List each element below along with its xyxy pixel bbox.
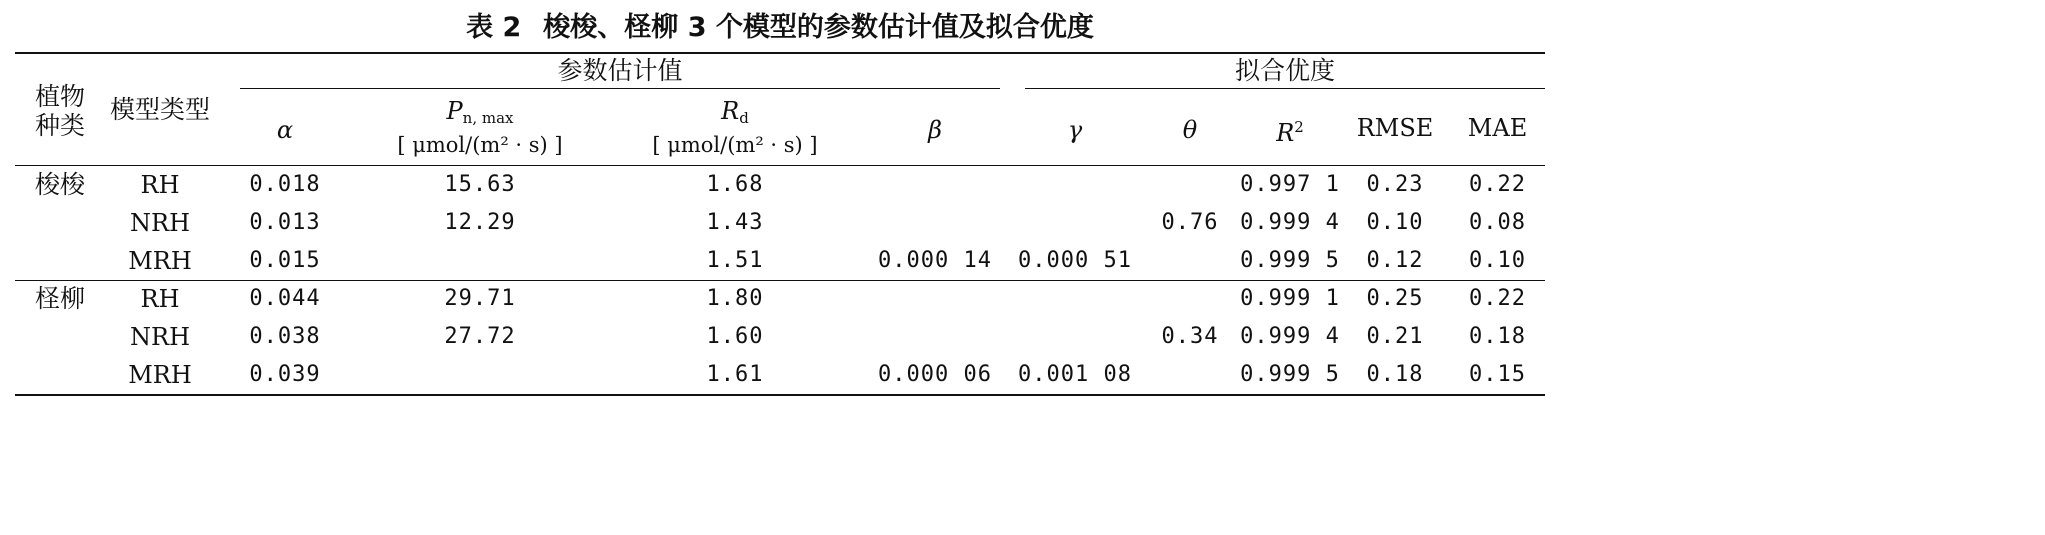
cell-model: NRH (130, 323, 190, 351)
cell-pmax: 27.72 (444, 324, 516, 349)
cell-rmse: 0.12 (1366, 248, 1424, 273)
cell-model: MRH (128, 361, 192, 389)
cell-rmse: 0.10 (1366, 210, 1424, 235)
header-r2 (1240, 112, 1340, 148)
header-rmse: RMSE (1356, 114, 1434, 142)
header-model: 模型类型 (109, 95, 210, 124)
cell-mae: 0.10 (1469, 248, 1526, 273)
rd-unit-text: [ μmol/(m² · s) ] (652, 133, 818, 157)
cell-model: MRH (128, 247, 192, 275)
cell-gamma: 0.000 51 (1018, 248, 1132, 273)
cell-mae: 0.15 (1469, 362, 1526, 387)
header-rd (620, 96, 850, 133)
table-number: 表 2 (466, 12, 522, 43)
cell-pmax: 12.29 (444, 210, 516, 235)
header-beta: β (928, 116, 942, 144)
pmax-subscript: n, max (462, 109, 514, 127)
cell-species: 梭梭 (34, 170, 85, 199)
cell-beta: 0.000 06 (878, 362, 992, 387)
cell-model: RH (140, 285, 180, 313)
params-group-underline (240, 88, 1000, 89)
cell-rmse: 0.23 (1366, 172, 1424, 197)
header-alpha: α (276, 116, 294, 144)
pmax-unit-text: [ μmol/(m² · s) ] (397, 133, 563, 157)
cell-rd: 1.80 (706, 286, 764, 311)
header-species-line1: 植物 (34, 82, 85, 111)
cell-rmse: 0.18 (1366, 362, 1424, 387)
cell-rd: 1.60 (706, 324, 764, 349)
header-group-fit: 拟合优度 (1234, 56, 1335, 85)
cell-alpha: 0.013 (249, 210, 321, 235)
table-caption (0, 8, 1560, 48)
header-species-line2: 种类 (34, 111, 85, 140)
pmax-symbol: P (446, 97, 463, 125)
cell-alpha: 0.044 (249, 286, 321, 311)
r2-superscript: 2 (1294, 118, 1304, 136)
cell-species: 柽柳 (34, 284, 85, 313)
cell-mae: 0.08 (1469, 210, 1526, 235)
cell-r2: 0.999 1 (1240, 286, 1340, 311)
bottom-rule (15, 394, 1545, 396)
cell-rd: 1.51 (706, 248, 764, 273)
header-pmax-unit (365, 130, 595, 160)
cell-rd: 1.43 (706, 210, 764, 235)
cell-r2: 0.999 5 (1240, 362, 1340, 387)
header-rd-unit (620, 130, 850, 160)
cell-mae: 0.22 (1469, 286, 1526, 311)
cell-r2: 0.999 4 (1240, 324, 1340, 349)
cell-rmse: 0.25 (1366, 286, 1424, 311)
header-group-params: 参数估计值 (557, 56, 683, 85)
cell-r2: 0.999 5 (1240, 248, 1340, 273)
rd-subscript: d (739, 109, 749, 127)
cell-pmax: 15.63 (444, 172, 516, 197)
rd-symbol: R (721, 97, 740, 125)
top-rule (15, 52, 1545, 54)
r2-symbol: R (1276, 119, 1295, 147)
header-mae: MAE (1467, 114, 1528, 142)
group-separator-rule (15, 280, 1545, 281)
cell-alpha: 0.018 (249, 172, 321, 197)
cell-model: NRH (130, 209, 190, 237)
cell-alpha: 0.038 (249, 324, 321, 349)
cell-model: RH (140, 171, 180, 199)
cell-rd: 1.61 (706, 362, 764, 387)
header-bottom-rule (15, 165, 1545, 166)
table-title: 梭梭、柽柳 3 个模型的参数估计值及拟合优度 (543, 12, 1094, 43)
header-gamma: γ (1067, 116, 1083, 144)
cell-theta: 0.76 (1161, 210, 1219, 235)
fit-group-underline (1025, 88, 1545, 89)
cell-r2: 0.997 1 (1240, 172, 1340, 197)
cell-mae: 0.18 (1469, 324, 1526, 349)
cell-alpha: 0.039 (249, 362, 321, 387)
cell-alpha: 0.015 (249, 248, 321, 273)
cell-rd: 1.68 (706, 172, 764, 197)
cell-mae: 0.22 (1469, 172, 1526, 197)
cell-r2: 0.999 4 (1240, 210, 1340, 235)
header-theta: θ (1182, 116, 1198, 144)
cell-pmax: 29.71 (444, 286, 516, 311)
cell-rmse: 0.21 (1366, 324, 1424, 349)
header-pmax (365, 96, 595, 133)
header-species (20, 82, 100, 140)
cell-theta: 0.34 (1161, 324, 1219, 349)
cell-gamma: 0.001 08 (1018, 362, 1132, 387)
cell-beta: 0.000 14 (878, 248, 992, 273)
